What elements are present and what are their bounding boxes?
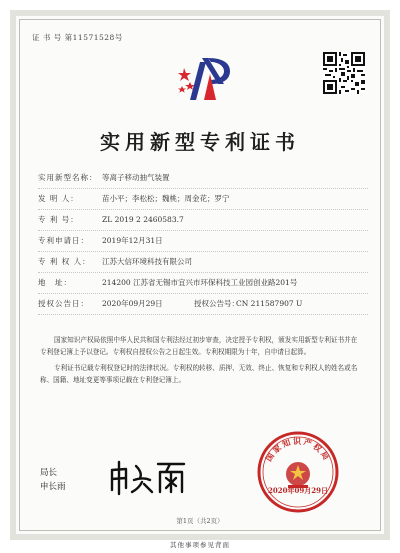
field-utility-model-name — [38, 168, 368, 189]
body-paragraph: 国家知识产权局依照中华人民共和国专利法经过初步审查，决定授予专利权，颁发实用新型专利证书并在专利登记簿上予以登记。专利权自授权公告之日起生效。专利权期限为十年，自申请日起算。 — [40, 336, 358, 356]
field-value: CN 211587907 U — [236, 299, 303, 308]
field-value: ZL 2019 2 2460583.7 — [102, 215, 184, 224]
field-label: 专 利 号： — [38, 215, 79, 224]
field-address — [38, 273, 368, 294]
field-value: 江苏大信环境科技有限公司 — [102, 257, 192, 266]
footer-note: 其他事项参见背面 — [170, 541, 230, 549]
field-value: 等离子移动抽气装置 — [102, 173, 170, 182]
field-label: 授权公告号： — [194, 299, 239, 308]
field-label: 授权公告日： — [38, 299, 89, 308]
certificate-fields — [38, 168, 368, 315]
official-seal-icon — [256, 430, 340, 514]
field-value: 214200 江苏省无锡市宜兴市环保科技工业园创业路201号 — [102, 278, 298, 287]
field-filing-date — [38, 231, 368, 252]
field-label: 专利申请日： — [38, 236, 89, 245]
signatory-name: 申长雨 — [40, 482, 66, 492]
field-label: 实用新型名称： — [38, 173, 98, 182]
field-patent-number — [38, 210, 368, 231]
certificate-number: 证 书 号 第11571528号 — [32, 33, 123, 42]
certificate — [10, 10, 390, 540]
field-inventors — [38, 189, 368, 210]
field-value: 2020年09月29日 — [102, 299, 163, 308]
field-patentee — [38, 252, 368, 273]
certificate-body-text — [40, 334, 362, 390]
field-label: 发 明 人： — [38, 194, 79, 203]
field-announcement — [38, 294, 368, 315]
signatory-title: 局长 — [40, 468, 58, 478]
field-label: 专 利 权 人： — [38, 257, 91, 266]
field-label: 地 址： — [38, 278, 72, 287]
body-paragraph: 专利证书记载专利权登记时的法律状况。专利权的转移、质押、无效、终止、恢复和专利权人的姓名或名称、国籍、地址变更等事项记载在专利登记簿上。 — [40, 364, 358, 384]
qr-code-icon — [323, 52, 365, 94]
certificate-title: 实用新型专利证书 — [100, 130, 300, 154]
handwritten-signature-icon — [106, 456, 188, 498]
cnipa-logo-icon — [178, 54, 234, 106]
seal-date: 2020年09月29日 — [268, 486, 328, 495]
seal-text: 国家知识产权局 — [264, 437, 332, 464]
field-value: 苗小平；李松松；魏桃；周金花；罗宁 — [102, 194, 230, 203]
field-value: 2019年12月31日 — [102, 236, 163, 245]
page-number: 第1页（共2页） — [176, 517, 224, 525]
